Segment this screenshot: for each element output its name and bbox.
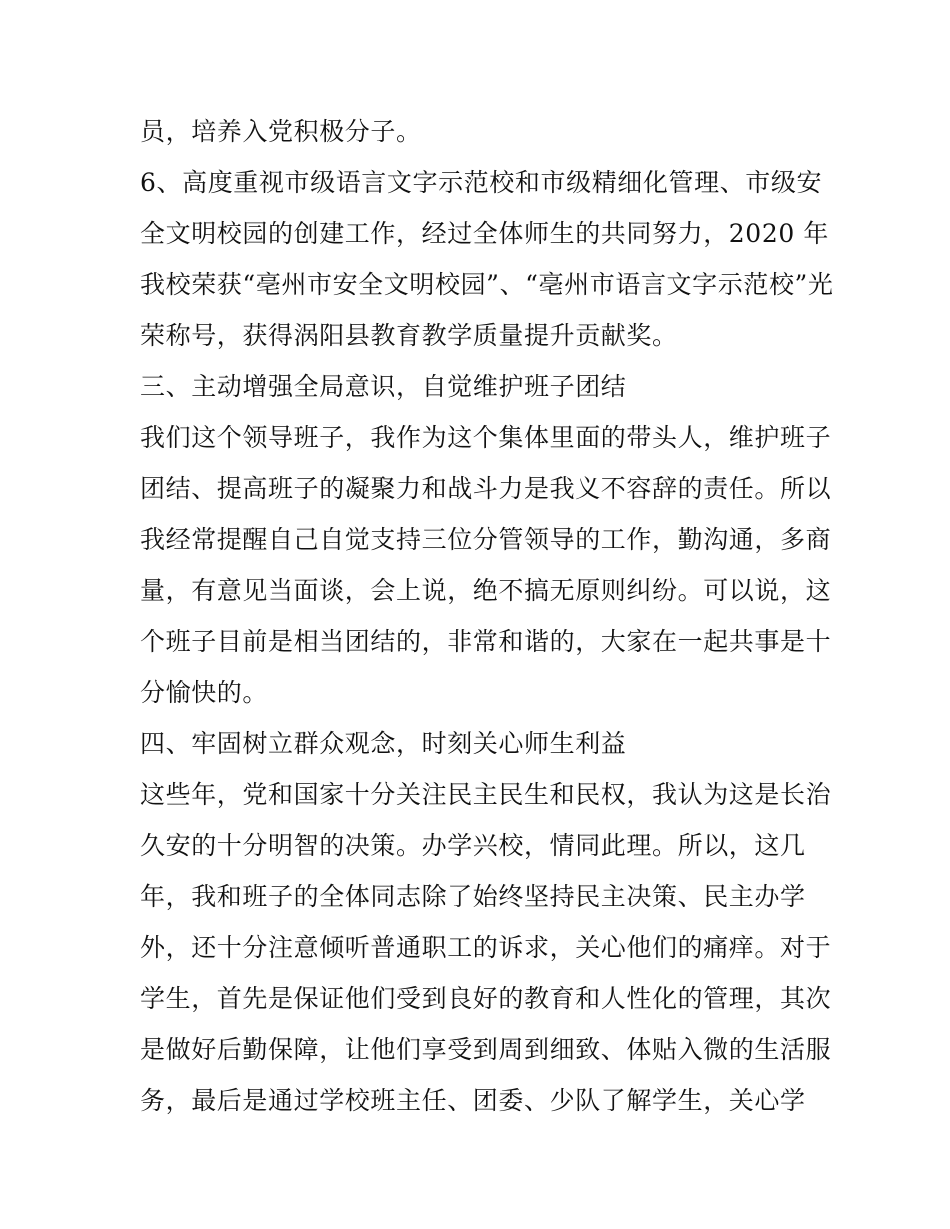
text-line: 年，我和班子的全体同志除了始终坚持民主决策、民主办学 [140,882,806,911]
text-line: 荣称号，获得涡阳县教育教学质量提升贡献奖。 [140,321,678,350]
text-line: 这些年，党和国家十分关注民主民生和民权，我认为这是长治 [140,780,832,809]
text-line: 个班子目前是相当团结的，非常和谐的，大家在一起共事是十 [140,627,832,656]
text-line: 久安的十分明智的决策。办学兴校，情同此理。所以，这几 [140,831,806,860]
text-line: 我们这个领导班子，我作为这个集体里面的带头人，维护班子 [140,423,832,452]
text-line: 分愉快的。 [140,678,269,707]
text-line: 务，最后是通过学校班主任、团委、少队了解学生，关心学 [140,1086,806,1115]
text-line: 量，有意见当面谈，会上说，绝不搞无原则纠纷。可以说，这 [140,576,832,605]
text-line: 我校荣获“亳州市安全文明校园”、“亳州市语言文字示范校”光 [140,270,834,299]
text-line: 我经常提醒自己自觉支持三位分管领导的工作，勤沟通，多商 [140,525,832,554]
text-line: 外，还十分注意倾听普通职工的诉求，关心他们的痛痒。对于 [140,933,832,962]
text-line: 团结、提高班子的凝聚力和战斗力是我义不容辞的责任。所以 [140,474,832,503]
text-line: 全文明校园的创建工作，经过全体师生的共同努力，2020 年 [140,219,829,248]
text-line: 是做好后勤保障，让他们享受到周到细致、体贴入微的生活服 [140,1035,832,1064]
document-body [140,106,834,1126]
text-line: 6、高度重视市级语言文字示范校和市级精细化管理、市级安 [140,168,823,197]
section-heading: 三、主动增强全局意识，自觉维护班子团结 [140,372,627,401]
section-heading: 四、牢固树立群众观念，时刻关心师生利益 [140,729,627,758]
text-line: 员，培养入党积极分子。 [140,117,422,146]
text-line: 学生，首先是保证他们受到良好的教育和人性化的管理，其次 [140,984,832,1013]
